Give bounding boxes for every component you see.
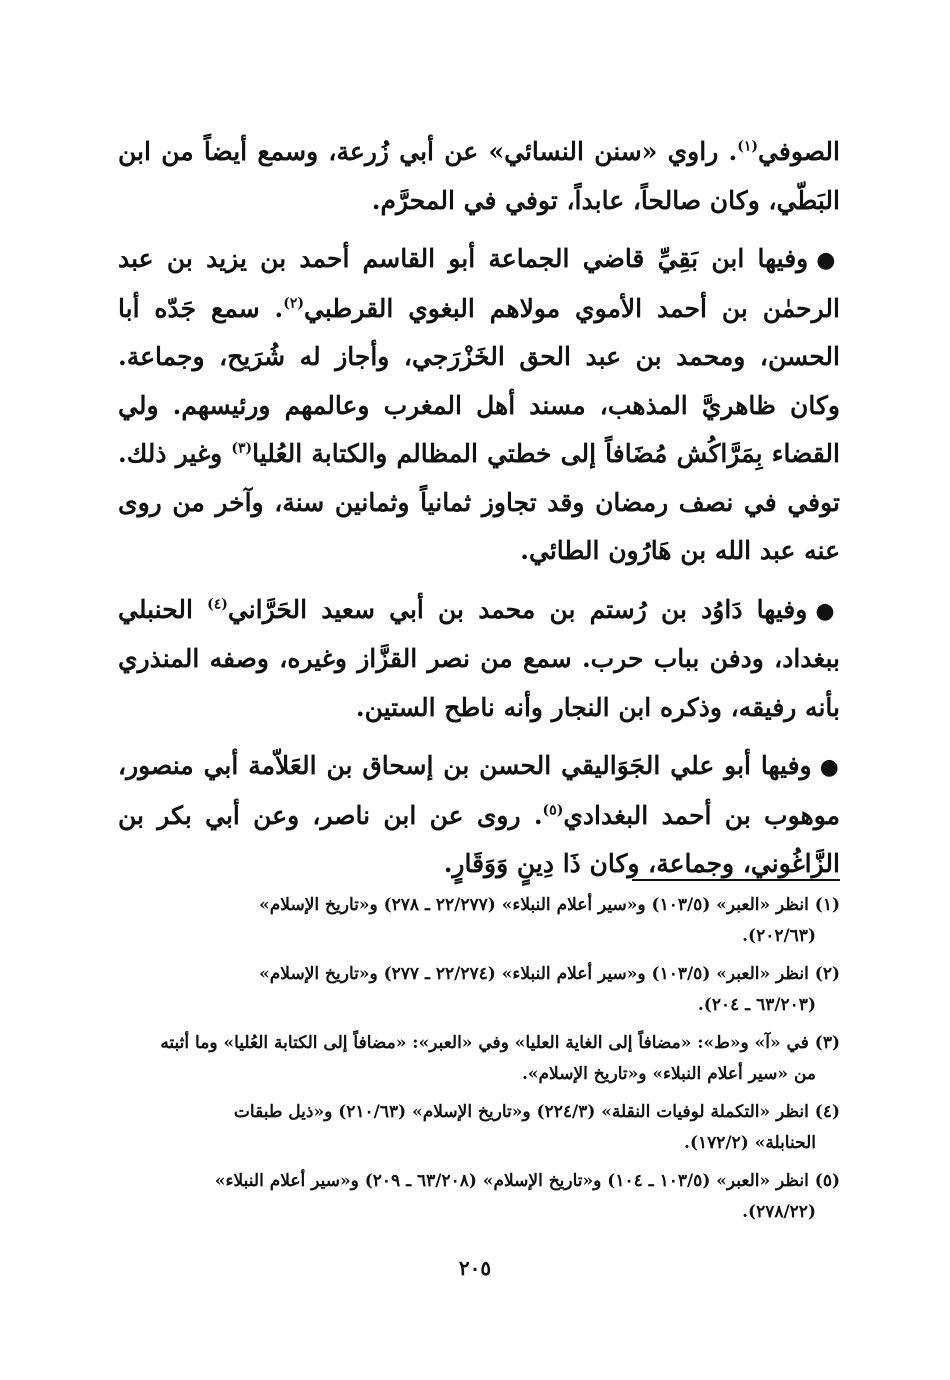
footnote-ref[interactable]: (٤) [207,596,228,613]
footnotes [118,890,840,1235]
paragraph-3 [118,586,840,733]
footnote-line: (٢٠٢/٦٣). [742,926,816,946]
text: وغير ذلك. توفي في نصف رمضان وقد تجاوز ثمانياً وثمانين سنة، وآخر من روى عنه عبد الله بن هَارُون الطائي. [118,439,840,565]
text: وفيها ابن بَقِيِّ قاضي الجماعة أبو القاسم أحمد بن يزيد بن عبد الرحمٰن بن أحمد الأموي مولاهم البغوي القرطبي [118,244,840,323]
text: . سمع جَدّه أبا الحسن، ومحمد بن عبد الحق الخَزْرَجي، وأجاز له شُرَيح، وجماعة. وكان ظاهريَّ المذهب، مسند أهل المغرب وعالمهم ورئيسهم. ولي القضاء بِمَرَّاكُش مُضَافاً إلى خطتي المظالم والكتابة العُليا [118,293,840,468]
text: . روى عن ابن ناصر، وعن أبي بكر بن الزَّاغُوني، وجماعة، وكان ذَا دِينٍ وَوَقَارٍ. [118,800,840,878]
text: الصوفي [758,137,840,166]
text: . راوي «سنن النسائي» عن أبي زُرعة، وسمع أيضاً من ابن البَطّي، وكان صالحاً، عابداً، توفي في المحرَّم. [118,137,840,215]
paragraph-2 [118,235,840,576]
footnote-1 [118,890,840,952]
footnote-line: (٦٣/٢٠٣ ـ ٢٠٤). [697,995,816,1015]
footnote-ref[interactable]: (٣) [231,440,253,457]
text: الحنبلي ببغداد، ودفن بباب حرب. سمع من نصر القزَّاز وغيره، وصفه المنذري بأنه رفيقه، وذكره ابن النجار وأنه ناطح الستين. [118,594,840,722]
footnote-2 [118,959,840,1021]
footnote-line: من «سير أعلام النبلاء» و«تاريخ الإسلام». [521,1064,816,1084]
footnote-4 [118,1097,840,1159]
footnote-line: (٢٧٨/٢٢). [742,1202,816,1222]
text: وفيها دَاوُد بن رُستم بن محمد بن أبي سعيد الحَرَّاني [227,594,808,624]
paragraph-1 [118,128,840,225]
footnote-3 [118,1028,840,1090]
bullet-icon: ● [816,247,840,273]
text: وفيها أبو علي الجَوَاليقي الحسن بن إسحاق بن العَلاّمة أبي منصور، موهوب بن أحمد البغدادي [118,751,840,830]
paragraph-4 [118,742,840,889]
footnote-line: (٤) انظر «التكملة لوفيات النقلة» (٢٢٤/٣) و«تاريخ الإسلام» (٢١٠/٦٣) و«ذيل طبقات [233,1102,840,1122]
footnote-divider [632,879,840,881]
footnote-line: (٥) انظر «العبر» (١٠٣/٥ ـ ١٠٤) و«تاريخ الإسلام» (٦٣/٢٠٨ ـ ٢٠٩) و«سير أعلام النبلاء» [214,1171,840,1191]
footnote-5 [118,1166,840,1228]
footnote-ref[interactable]: (٢) [283,295,305,312]
footnote-line: (٢) انظر «العبر» (١٠٣/٥) و«سير أعلام النبلاء» (٢٢/٢٧٤ ـ ٢٧٧) و«تاريخ الإسلام» [259,964,840,984]
main-text [118,128,840,899]
footnote-line: (٣) في «آ» و«ط»: «مضافاً إلى الغاية العليا» وفي «العبر»: «مضافاً إلى الكتابة العُليا» وما أثبته [160,1033,840,1053]
page-number: ٢٠٥ [458,1256,492,1280]
footnote-ref[interactable]: (١) [737,138,759,155]
footnote-ref[interactable]: (٥) [542,802,564,819]
footnote-line: الحنابلة» (١٧٢/٢). [684,1133,816,1153]
footnote-line: (١) انظر «العبر» (١٠٣/٥) و«سير أعلام النبلاء» (٢٢/٢٧٧ ـ ٢٧٨) و«تاريخ الإسلام» [259,895,840,915]
bullet-icon: ● [819,754,840,780]
bullet-icon: ● [815,597,840,624]
